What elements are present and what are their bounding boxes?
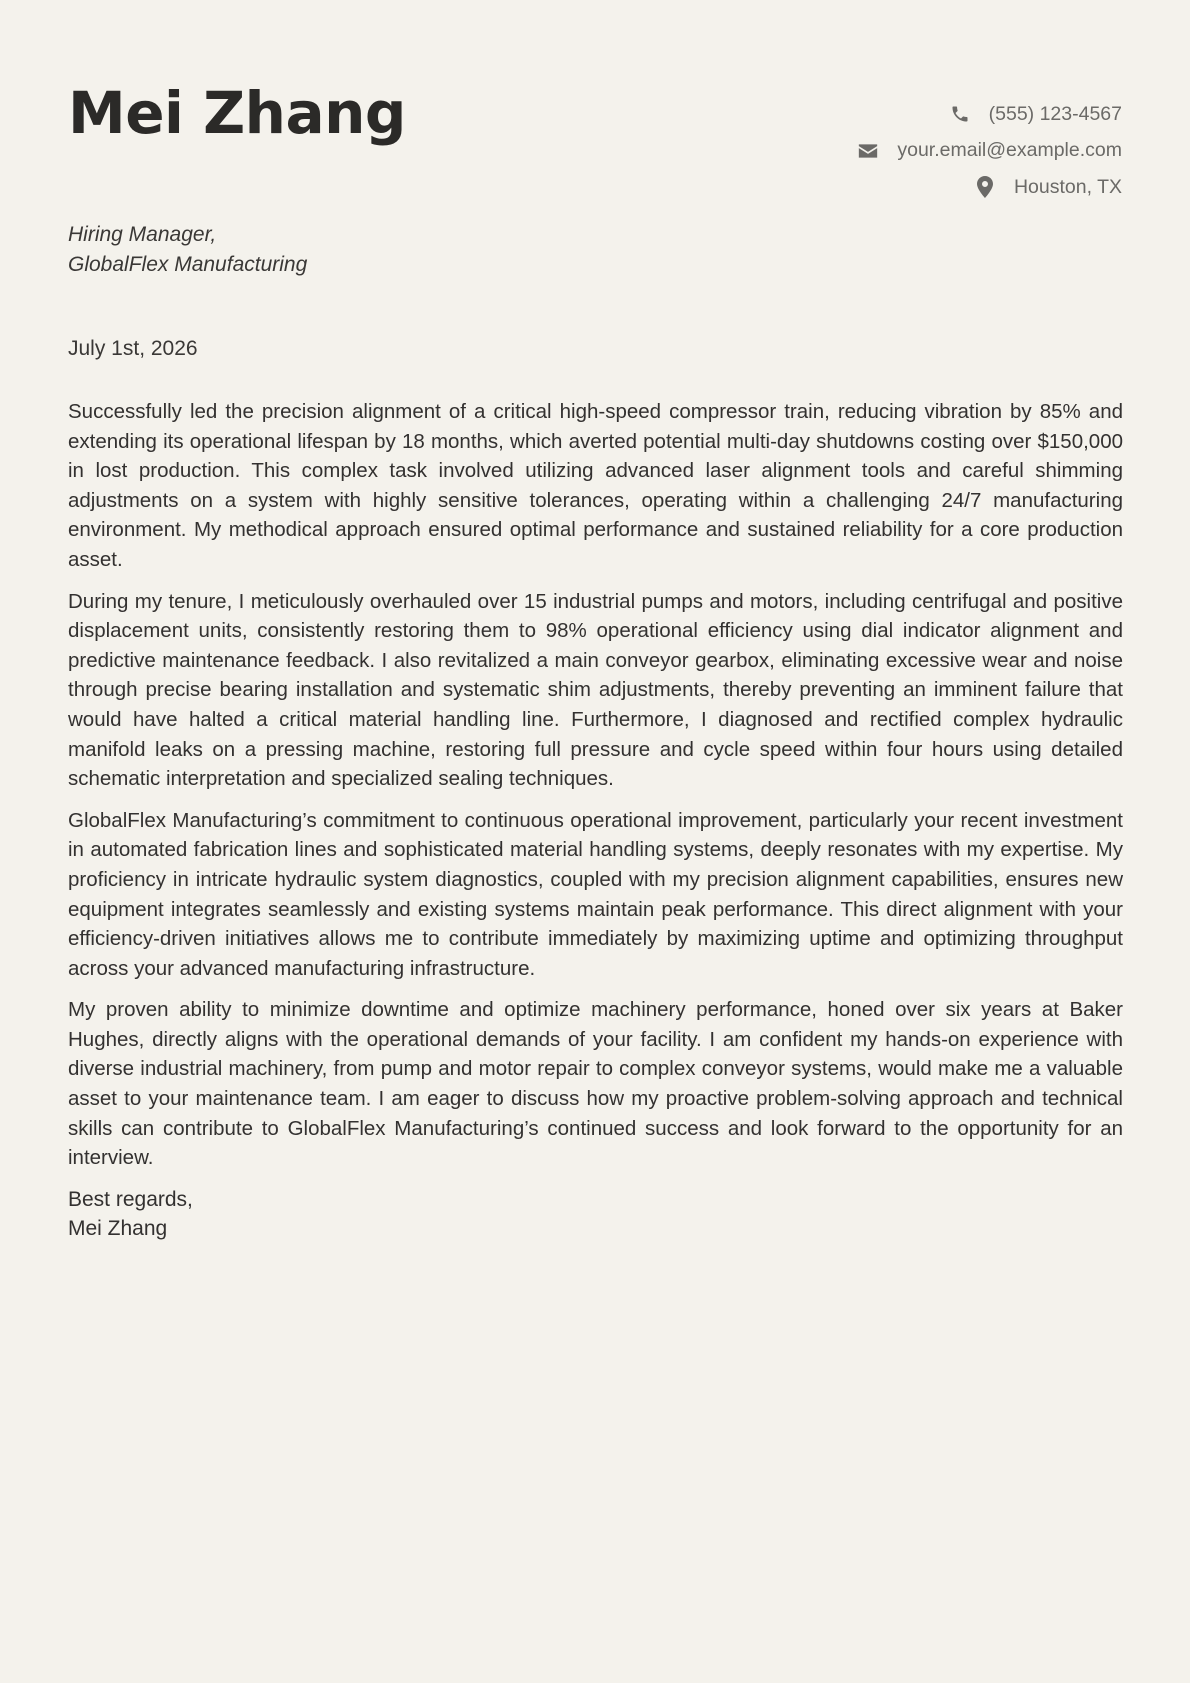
email-text[interactable]: your.email@example.com (897, 139, 1122, 162)
recipient-company: GlobalFlex Manufacturing (68, 253, 308, 276)
letter-body (68, 397, 1123, 1244)
phone-text[interactable]: (555) 123-4567 (988, 102, 1122, 125)
map-pin-icon (974, 176, 996, 198)
contact-phone (857, 96, 1122, 133)
letter-date: July 1st, 2026 (68, 337, 198, 360)
contact-block (857, 96, 1122, 206)
body-paragraph: During my tenure, I meticulously overhauled over 15 industrial pumps and motors, including centrifugal and positive displacement units, consistently restoring them to 98% operational efficiency using dial indicator alignment and predictive maintenance feedback. I also revitalized a main conveyor gearbox, eliminating excessive wear and noise through precise bearing installation and systematic shim adjustments, thereby preventing an imminent failure that would have halted a critical material handling line. Furthermore, I diagnosed and rectified complex hydraulic manifold leaks on a pressing machine, restoring full pressure and cycle speed within four hours using detailed schematic interpretation and specialized sealing techniques. (68, 589, 1123, 791)
closing-block (68, 1185, 1123, 1244)
body-paragraph: My proven ability to minimize downtime and optimize machinery performance, honed over six years at Baker Hughes, directly aligns with the operational demands of your facility. I am confident my hands-on experience with diverse industrial machinery, from pump and motor repair to complex conveyor systems, would make me a valuable asset to your maintenance team. I am eager to discuss how my proactive problem-solving approach and technical skills can contribute to GlobalFlex Manufacturing’s continued success and look forward to the opportunity for an interview. (68, 998, 1123, 1170)
envelope-icon (857, 140, 879, 162)
closing-signature: Mei Zhang (68, 1217, 168, 1241)
recipient-title: Hiring Manager, (68, 223, 217, 246)
contact-location (857, 169, 1122, 206)
letter-header (68, 0, 1122, 205)
closing-salutation: Best regards, (68, 1187, 193, 1211)
location-text: Houston, TX (1013, 175, 1122, 198)
recipient-block (68, 220, 307, 280)
body-paragraph: Successfully led the precision alignment of a critical high-speed compressor train, reducing vibration by 85% and extending its operational lifespan by 18 months, which averted potential multi-day shutdowns costing over $150,000 in lost production. This complex task involved utilizing advanced laser alignment tools and careful shimming adjustments on a system with highly sensitive tolerances, operating within a challenging 24/7 manufacturing environment. My methodical approach ensured optimal performance and sustained reliability for a core production asset. (68, 400, 1123, 571)
contact-email (857, 133, 1122, 170)
body-paragraph: GlobalFlex Manufacturing’s commitment to continuous operational improvement, particularly your recent investment in automated fabrication lines and sophisticated material handling systems, deeply resonates with my expertise. My proficiency in intricate hydraulic system diagnostics, coupled with my precision alignment capabilities, ensures new equipment integrates seamlessly and existing systems maintain peak performance. This direct alignment with your efficiency-driven initiatives allows me to contribute immediately by maximizing uptime and optimizing throughput across your advanced manufacturing infrastructure. (68, 808, 1123, 980)
applicant-name: Mei Zhang (68, 79, 406, 147)
phone-icon (949, 103, 971, 125)
